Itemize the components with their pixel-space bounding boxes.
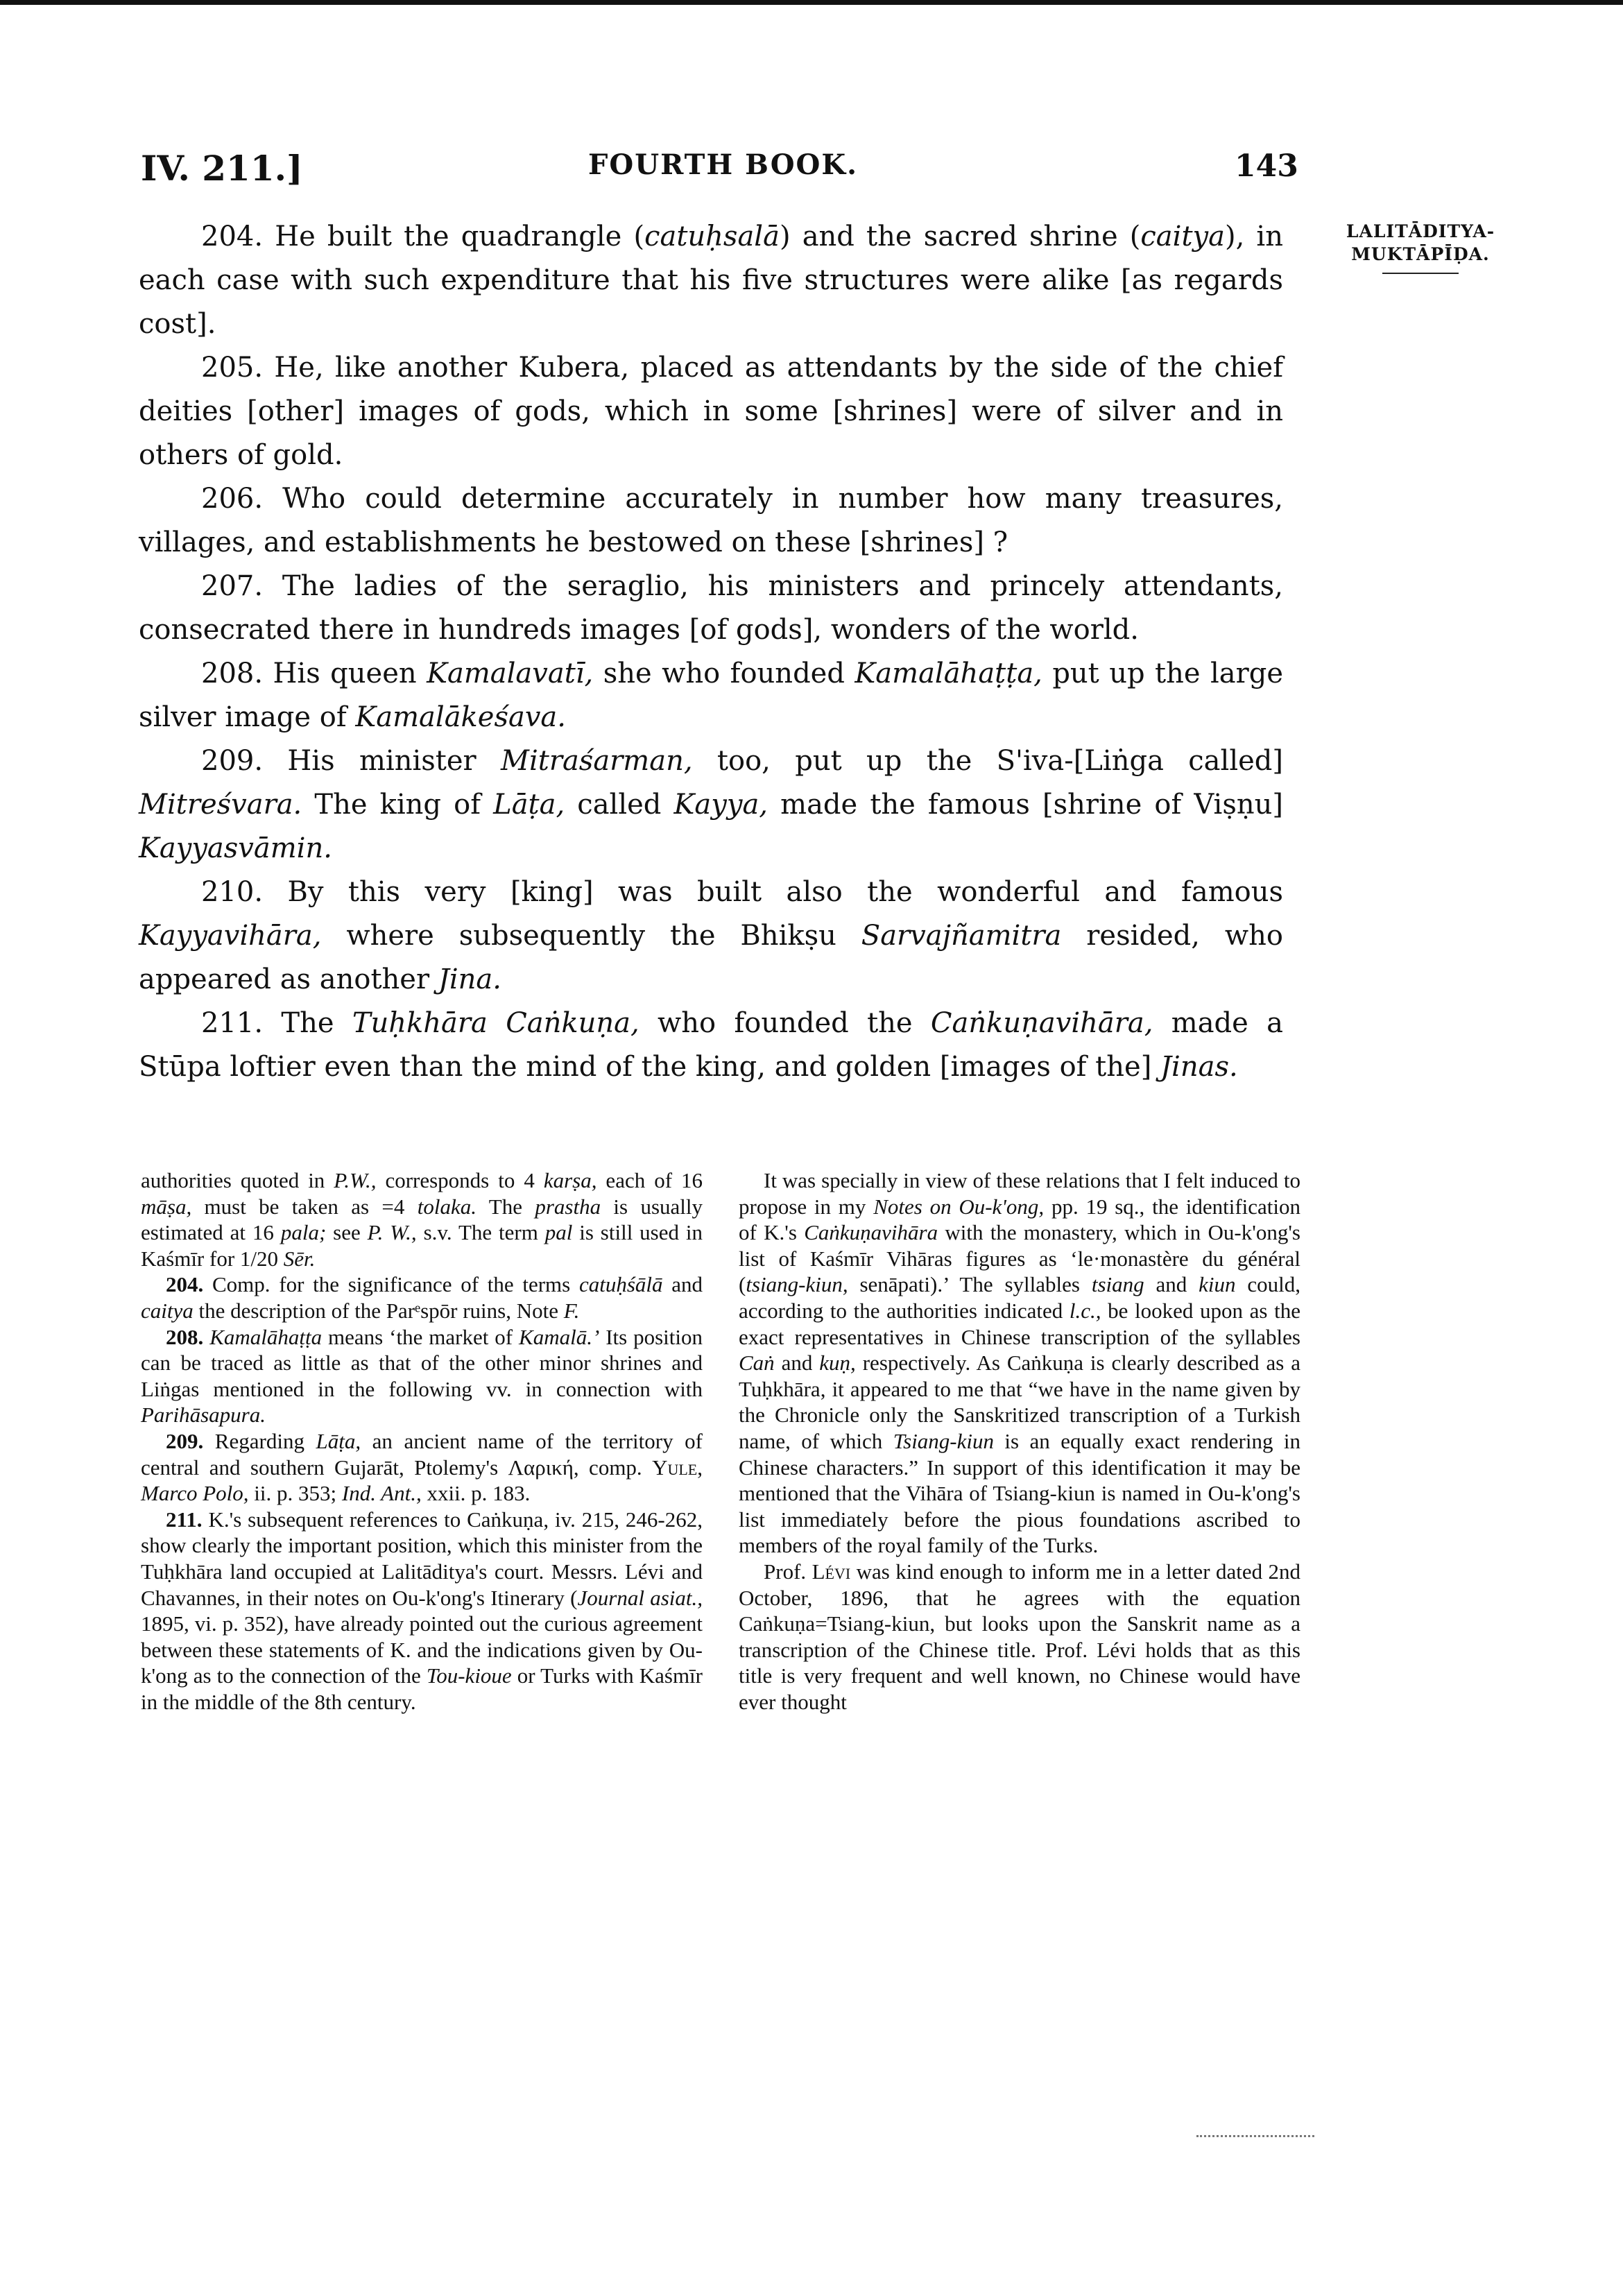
footnote-term: catuḥśālā [578, 1272, 663, 1297]
footnote-text: means ‘the market of [322, 1324, 519, 1349]
verse-number: 204. [201, 221, 264, 252]
footnote-number: 209. [166, 1428, 204, 1453]
verse-text: ), in each case with such expenditure that his five structures were alike [as regards cost]. [139, 221, 1283, 340]
footnote-term: prastha [535, 1194, 601, 1219]
verse-number: 208. [201, 658, 264, 689]
verse-term: Tuḥkhāra Caṅkuṇa, [352, 1007, 639, 1039]
footnote-204 [141, 1271, 703, 1323]
verse-text: Who could determine accurately in number how many treasures, villages, and establishments he bestowed on these [shrines] ? [139, 483, 1283, 558]
footnote-term: tsiang [1091, 1272, 1144, 1297]
margin-note-line: MUKTĀPĪḌA. [1351, 243, 1490, 264]
verse-number: 205. [201, 352, 264, 384]
verse-text: By this very [king] was built also the wonderful and famous [287, 876, 1283, 908]
verse-204 [139, 215, 1283, 346]
verse-number: 206. [201, 483, 264, 515]
footnote-term: F. [563, 1298, 580, 1323]
footnote-term: Marco Polo, [141, 1481, 249, 1506]
footnote-term: māṣa, [141, 1194, 192, 1219]
running-head-title: FOURTH BOOK. [588, 148, 859, 181]
footnote-term: pal [544, 1220, 573, 1245]
footnote-term: Notes on Ou-k'ong, [873, 1194, 1045, 1219]
verse-210 [139, 871, 1283, 1002]
verse-text: His minister [287, 745, 501, 777]
footnotes-left-column [141, 1167, 703, 1715]
verse-text: called [565, 789, 674, 821]
footnote-text: and [1144, 1272, 1199, 1297]
verse-text: where subsequently the Bhikṣu [321, 920, 861, 952]
verse-term: Kayya, [673, 789, 768, 821]
footnote-text: is an equally exact rendering in Chinese characters.” In support of this identification it may be mentioned that the Vihāra of Tsiang-kiun is named in Ou-k'ong's list immediately before the pious foundations ascribed to members of the royal family of the Turks. [739, 1428, 1300, 1558]
footnote-text: must be taken as =4 [191, 1194, 418, 1219]
verse-translation [139, 215, 1283, 1089]
footnote-text: was kind enough to inform me in a letter dated 2nd October, 1896, that he agrees with the equation Caṅkuṇa=Tsiang-kiun, but looks upon the Sanskrit name as a transcription of the Chinese title. Prof. Lévi holds that as this title is very frequent and well known, no Chinese would have ever thought [739, 1559, 1301, 1714]
verse-text: ) and the sacred shrine ( [779, 221, 1141, 252]
verse-term: Kamalākeśava. [355, 701, 566, 733]
footnote-term: kiun [1199, 1272, 1236, 1297]
verse-term: Mitreśvara. [139, 789, 302, 821]
footnote-text: and [774, 1351, 820, 1376]
footnote-text: K.'s subsequent references to Caṅkuṇa, iv. 215, 246-262, show clearly the important position, which this minister from the Tuḥkhāra land occupied at Lalitāditya's court. Messrs. Lévi and Chavannes, in their notes on Ou-k'ong's Itinerary ( [141, 1507, 703, 1610]
footnote-text: xxii. p. 183. [421, 1481, 531, 1506]
verse-number: 211. [201, 1007, 264, 1039]
footnote-term: Kamalāhaṭṭa [209, 1324, 323, 1349]
footnote-text: Prof. [764, 1559, 812, 1584]
footnote-term: Caṅ [739, 1351, 775, 1376]
footnote-paragraph [739, 1559, 1300, 1715]
verse-term: Caṅkuṇavihāra, [930, 1007, 1153, 1039]
verse-term: Kayyavihāra, [139, 920, 322, 952]
verse-text: He built the quadrangle ( [275, 221, 645, 252]
footnote-text: senāpati).’ The syllables [848, 1272, 1092, 1297]
footnote-number: 211. [166, 1507, 203, 1532]
footnote-term: P.W., [334, 1168, 377, 1192]
footnote-author: Yule, [652, 1455, 703, 1480]
footnote-text: the description of the Parᵉspōr ruins, Note [193, 1298, 564, 1323]
page-number: 143 [1235, 148, 1298, 184]
footnote-term: Parihāsapura. [141, 1403, 266, 1428]
footnote-number: 204. [166, 1272, 204, 1297]
verse-209 [139, 739, 1283, 871]
margin-note [1344, 221, 1497, 274]
verse-text: The [281, 1007, 352, 1039]
footnote-author: Lévi [812, 1559, 851, 1584]
verse-207 [139, 565, 1283, 652]
footnote-term: caitya [141, 1298, 194, 1323]
footnote-text: pp. 19 sq., the identification of K.'s [739, 1194, 1300, 1245]
footer-dotted-rule [1196, 2135, 1314, 2137]
footnote-term: Sēr. [283, 1246, 316, 1271]
verse-text: put up the large silver image of [139, 658, 1284, 733]
footnote-term: karṣa, [543, 1168, 597, 1192]
footnote-text: an ancient name of the territory of central and southern Gujarāt, Ptolemy's Λαρική, comp. [141, 1428, 703, 1480]
verse-term: Jina. [438, 963, 501, 995]
footnote-text: Regarding [203, 1428, 316, 1453]
footnote-term: Caṅkuṇavihāra [804, 1220, 938, 1245]
running-head-reference: IV. 211.] [141, 148, 303, 189]
verse-205 [139, 346, 1283, 477]
verse-term: Jinas. [1160, 1051, 1238, 1083]
footnote-208 [141, 1324, 703, 1428]
footnote-text: each of 16 [596, 1168, 703, 1192]
verse-text: His queen [273, 658, 427, 689]
footnote-text: is usually estimated at 16 [141, 1194, 703, 1245]
verse-term: caitya [1140, 221, 1225, 252]
top-rule [0, 0, 1623, 5]
footnote-term: Kamalā.’ [519, 1324, 600, 1349]
footnote-text: It was specially in view of these relations that I felt induced to propose in my [739, 1168, 1300, 1219]
margin-note-line: LALITĀDITYA- [1346, 221, 1495, 241]
footnote-text: 1895, vi. p. 352), have already pointed out the curious agreement between these statements of K. and the indications given by Ou-k'ong as to the connection of the [141, 1611, 703, 1688]
verse-term: catuḥsalā [644, 221, 780, 252]
verse-term: Sarvajñamitra [861, 920, 1062, 952]
verse-text: too, put up the S'iva-[Liṅga called] [692, 745, 1284, 777]
footnote-text: ii. p. 353; [248, 1481, 342, 1506]
verse-number: 210. [201, 876, 264, 908]
footnote-text: be looked upon as the exact representatives in Chinese transcription of the syllables [739, 1298, 1300, 1349]
footnote-text: or Turks with Kaśmīr in the middle of the 8th century. [141, 1663, 703, 1714]
footnote-text: and [662, 1272, 703, 1297]
footnote-text: authorities quoted in [141, 1168, 334, 1192]
verse-text: who founded the [639, 1007, 931, 1039]
footnote-text: with the monastery, which in Ou-k'ong's list of Kaśmīr Vihāras figures as ‘le·monastère du général ( [739, 1220, 1300, 1297]
footnote-term: tolaka. [417, 1194, 476, 1219]
footnote-209 [141, 1428, 703, 1507]
footnote-term: Lāṭa, [316, 1428, 361, 1453]
verse-term: Kamalāhaṭṭa, [855, 658, 1042, 689]
verse-term: Lāṭa, [493, 789, 565, 821]
footnote-term: kuṇ, [819, 1351, 856, 1376]
footnote-continuation [141, 1167, 703, 1271]
verse-211 [139, 1002, 1283, 1089]
footnote-term: Journal asiat., [577, 1585, 703, 1610]
footnote-term: P. W., [367, 1220, 417, 1245]
footnote-term: Ind. Ant., [341, 1481, 422, 1506]
footnotes-right-column [739, 1167, 1300, 1715]
footnote-paragraph [739, 1167, 1300, 1559]
footnote-211 [141, 1507, 703, 1715]
verse-text: The ladies of the seraglio, his ministers and princely attendants, consecrated there in hundreds images [of gods], wonders of the world. [139, 570, 1284, 646]
footnote-term: Tou-kioue [426, 1663, 512, 1688]
verse-text: made the famous [shrine of Viṣṇu] [768, 789, 1283, 821]
footnote-term: pala; [280, 1220, 327, 1245]
footnote-text: s.v. The term [416, 1220, 545, 1245]
margin-note-rule [1382, 273, 1459, 274]
verse-text: He, like another Kubera, placed as attendants by the side of the chief deities [other] images of gods, which in some [shrines] were of silver and in others of gold. [139, 352, 1283, 471]
footnote-term: tsiang-kiun, [746, 1272, 848, 1297]
footnote-text: Comp. for the significance of the terms [203, 1272, 579, 1297]
verse-text: made a Stūpa loftier even than the mind of the king, and golden [images of the] [139, 1007, 1283, 1083]
verse-term: Kamalavatī, [427, 658, 594, 689]
verse-text: she who founded [593, 658, 855, 689]
footnote-text: Its position can be traced as little as that of the other minor shrines and Liṅgas mentioned in the following vv. in connection with [141, 1324, 703, 1401]
footnote-term: Tsiang-kiun [893, 1428, 995, 1453]
verse-number: 209. [201, 745, 264, 777]
footnote-text: could, according to the authorities indicated [739, 1272, 1300, 1323]
footnote-text: is still used in Kaśmīr for 1/20 [141, 1220, 703, 1271]
footnote-text: see [326, 1220, 368, 1245]
footnote-text: respectively. As Caṅkuṇa is clearly described as a Tuḥkhāra, it appeared to me that “we have in the name given by the Chronicle only the Sanskritized transcription of a Turkish name, of which [739, 1351, 1300, 1453]
verse-number: 207. [201, 570, 264, 602]
verse-term: Kayyasvāmin. [139, 832, 332, 864]
verse-term: Mitraśarman, [501, 745, 693, 777]
verse-208 [139, 652, 1283, 739]
footnote-term: l.c., [1069, 1298, 1101, 1323]
verse-text: resided, who appeared as another [139, 920, 1283, 995]
footnote-text: corresponds to 4 [376, 1168, 544, 1192]
footnote-number: 208. [166, 1324, 204, 1349]
footnote-text: The [476, 1194, 535, 1219]
verse-206 [139, 477, 1283, 565]
verse-text: The king of [302, 789, 494, 821]
